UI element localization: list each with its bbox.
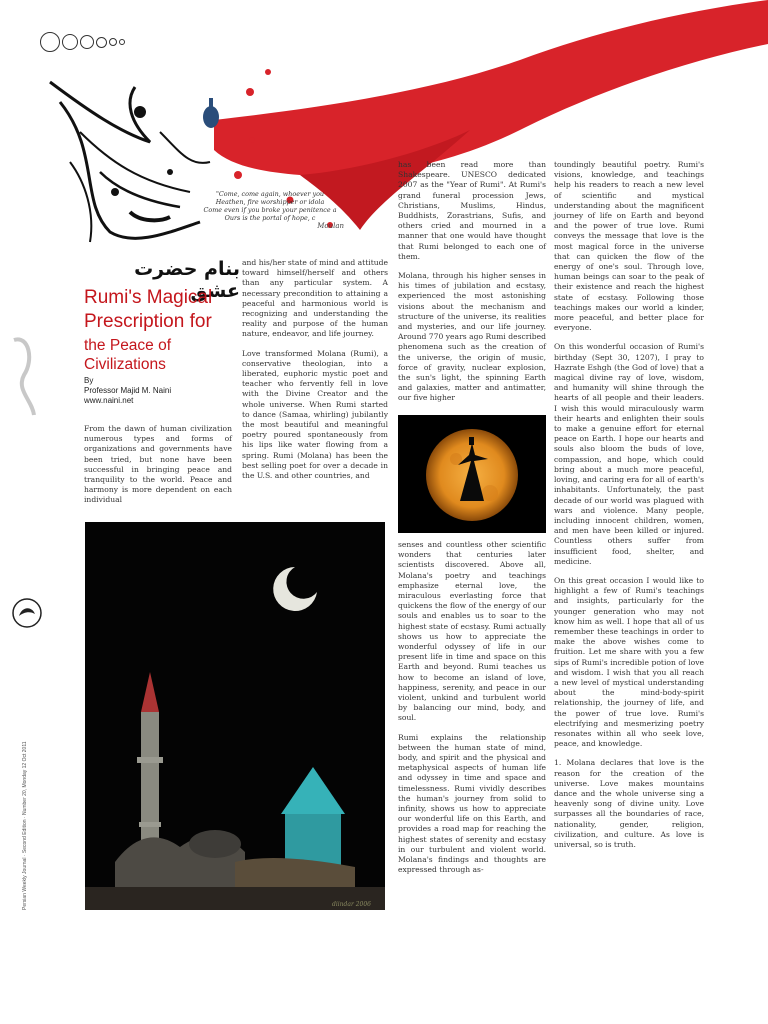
paragraph: From the dawn of human civilization numerous types and forms of organizations and governments have been tried, but none have been successful in bringing peace and tranquility to the world. Peace and harmony is more dependent on each individual [84, 424, 232, 505]
paragraph: Rumi explains the relationship between the human state of mind, body, and spirit and the physical and metaphysical aspects of human life and odyssey in time and space and timelessness. Rumi vividly describes the human's journey from solid to infinity, shows us how to appreciate our wonderful life on this Earth, and provides a road map for reaching the highest states of serenity and ecstasy in our turbulent and violent world. Molana's findings and thoughts are expressed through as- [398, 732, 546, 875]
byline-author: Professor Majid M. Naini [84, 386, 172, 395]
issue-info: Persian Weekly Journal · Second Edition · Number 20, Monday 12 Oct 2011 [22, 741, 28, 910]
column-1 [84, 424, 232, 515]
paragraph: has been read more than Shakespeare. UNESCO dedicated 2007 as the "Year of Rumi". At Rumi's grand funeral procession Jews, Christians, Muslims, Hindus, Buddhists, Zorastrians, Sufis, and others cried and mourned in a manner that one would have thought that Rumi belonged to each one of them. [398, 160, 546, 261]
rumi-quote [196, 190, 344, 230]
article-title [84, 286, 244, 334]
title-line: Rumi's Magical [84, 287, 213, 308]
dervish-moon-photo [398, 415, 546, 533]
byline-by: By [84, 376, 94, 385]
article-subtitle [84, 336, 244, 374]
mosque-night-photo [85, 522, 385, 910]
paragraph: On this great occasion I would like to highlight a few of Rumi's teachings and insights, particularly for the younger generation who may not know him as well. I hope that all of us remember these teachings in order to make the above wishes come to fruition. Let me share with you a few sips of Rumi's incredible potion of love and wisdom. I wish that you all reach a new level of mystical understanding about the mind-body-spirit relationship, the journey of life, and the power of true love. Rumi's electrifying and mesmerizing poetry resonates within all who seek love, peace, and knowledge. [554, 575, 704, 749]
sidebar [4, 330, 44, 920]
publication-logo-icon [4, 330, 44, 420]
column-3-bottom [398, 540, 546, 885]
title-line: Civilizations [84, 356, 166, 373]
quote-line: Ours is the portal of hope, c [224, 214, 316, 222]
quote-line: "Come, come again, whoever you [215, 190, 325, 198]
paragraph: On this wonderful occasion of Rumi's birthday (Sept 30, 1207), I pray to Hazrate Eshgh (the God of love) that a magical divine ray of love, wisdom, and humanity will shine through the hearts of all people and their leaders. I wish this would miraculously warm their hearts and enlighten their souls to make a genuine effort for eternal peace on Earth. I hope our hearts and souls also bloom the buds of love, compassion, and hope, which could bring about a much more peaceful, loving, and caring era for all of earth's inhabitants. Unfortunately, the past decade of our world was plagued with wars and violence. Many people, including innocent children, women, and men have been killed or injured. Countless others suffer from insufficient food, shelter, and medicine. [554, 342, 704, 566]
quote-line: Heathen, fire worshipper or idola [215, 198, 325, 206]
paragraph: and his/her state of mind and attitude toward himself/herself and others than any particular system. A necessary precondition to attaining a peaceful and harmonious world is recognizing and understanding the reality and purpose of the human nature, endeavor, and life journey. [242, 258, 388, 339]
column-2 [242, 258, 388, 490]
column-3-top [398, 160, 546, 413]
quote-signature: Moulan [317, 222, 344, 230]
persian-heading: بنام حضرت عشق [134, 258, 240, 302]
photo-credit: diindar 2006 [331, 901, 371, 908]
column-4 [554, 160, 704, 859]
paragraph: Molana, through his higher senses in his times of jubilation and ecstasy, experienced the most astonishing visions about the mechanism and structure of the universe, its realities and mysteries, and our life journey. Around 770 years ago Rumi described phenomena such as the creation of the universe, the origin of music, force of gravity, nuclear explosion, the sun's light, the spinning Earth and galaxies, matter and antimatter, our five higher [398, 271, 546, 403]
emblem-icon [10, 596, 44, 630]
title-line: Prescription for [84, 311, 212, 332]
paragraph: Love transformed Molana (Rumi), a conservative theologian, into a liberated, euphoric mystic poet and teacher who fervently fell in love with the Divine Creator and the whole universe. When Rumi started to dance (Samaa, whirling) jubilantly the most beautiful and meaningful poetry poured spontaneously from his lips like water flowing from a spring. Rumi (Molana) has been the best selling poet for over a decade in the U.S. and other countries, and [242, 348, 388, 481]
paragraph: toundingly beautiful poetry. Rumi's visions, knowledge, and teachings help his readers to reach a new level of scientific and mystical understanding about the magnificent journey of life on Earth and beyond and the power of true love. Rumi conveys the message that love is the most magical force in the universe that can quicken the flow of the energy of one's soul. Through love, human beings can soar to the peak of their existence and reach the highest state of ecstasy. Following those teachings makes our world a kinder, more peaceful, and better place for everyone. [554, 160, 704, 333]
quote-line: Come even if you broke your penitence a [203, 206, 337, 214]
title-line: the Peace of [84, 337, 172, 354]
paragraph: senses and countless other scientific wonders that centuries later scientists discovered. Above all, Molana's poetry and teachings emphasize eternal love, the miraculous everlasting force that quickens the flow of the energy of our souls and enables us to soar to the highest state of ecstasy. Rumi actually shows us how to appreciate the wonderful odyssey of life in our present life in time and space on this Earth and beyond. Rumi teaches us how to become an island of love, happiness, serenity, and peace in our violent, unkind and turbulent world by balancing our mind, body, and soul. [398, 540, 546, 723]
byline-website: www.naini.net [84, 396, 134, 405]
paragraph: 1. Molana declares that love is the reason for the creation of the universe. Love makes mountains dance and the whole universe sing a heavenly song of divine unity. Love surpasses all the boundaries of race, nationality, gender, religion, civilization, and culture. As love is universal, so is truth. [554, 758, 704, 849]
byline [84, 376, 244, 406]
